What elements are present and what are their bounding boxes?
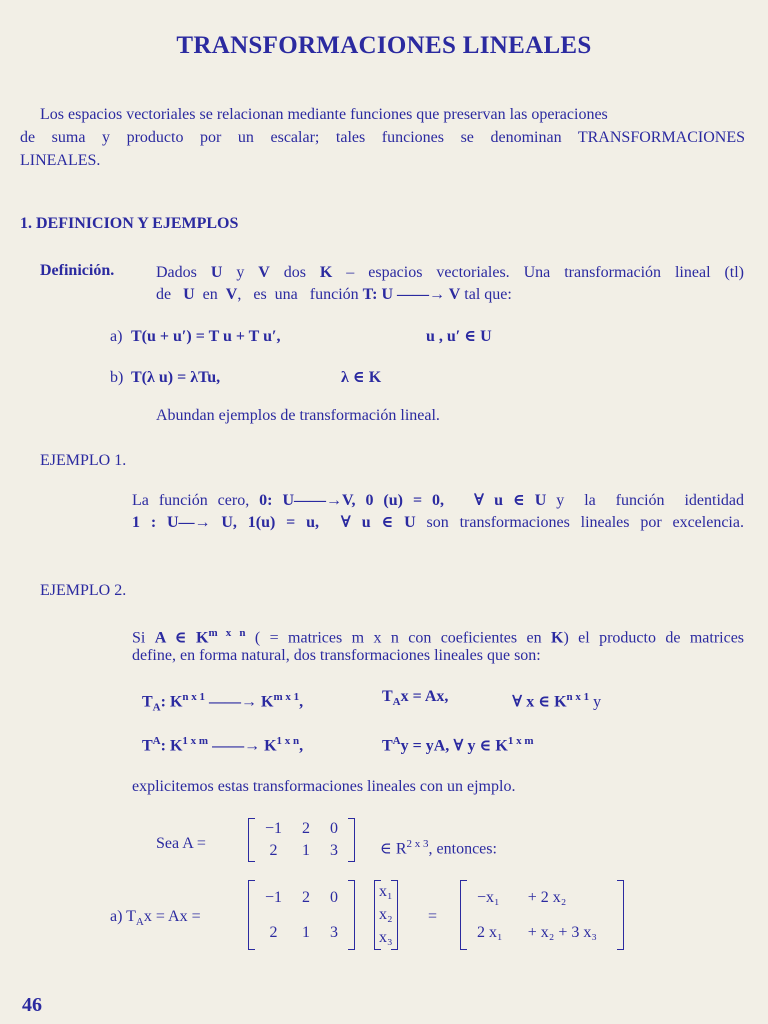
matrix-cell: 2 (269, 923, 278, 941)
ejemplo-1-line-2: 1 : U—→ U, 1(u) = u, ∀ u ∈ U son transformaciones lineales por excelencia. (132, 514, 744, 531)
equation-ta-domain: $T_A$: $K^{n x 1}$ ——→ $K^{m x 1}$, (142, 691, 304, 714)
item-a-condition: u , u′ ∈ U (426, 328, 492, 345)
matrix-cell: x₂ (379, 905, 393, 923)
vector-row (377, 903, 395, 926)
ejemplo-2-line-1: Si A ∈ $K^{m x n}$ ( = matrices m x n con coeficientes en K) el producto de matrices (132, 627, 745, 647)
vector-row (377, 927, 395, 950)
equation-tA-domain: $T^A$: $K^{1 x m}$ ——→ $K^{1 x n}$, (142, 735, 304, 755)
definition-line-1: Dados U y V dos K – espacios vectoriales. Una transformación lineal (tl) (156, 264, 745, 281)
item-b-condition: λ ∈ K (341, 369, 382, 386)
item-a-expr: T(u + u′) = T u + T u′, (131, 328, 281, 345)
definition-line-2: de U en V, es una función T: U ——→ V tal que: (156, 286, 512, 303)
matrix-cell: 2 (302, 820, 311, 837)
matrix-cell: −x₁ (477, 888, 500, 906)
matrix-cell: 3 (330, 842, 339, 859)
matrix-a-space: ∈ $R^{2 x 3}$, entonces: (380, 838, 497, 858)
item-b-label: b) (110, 369, 124, 386)
ejemplo-1-line-1: La función cero, 0: U——→V, 0 (u) = 0, ∀ u ∈ U y la función identidad (132, 492, 745, 509)
matrix-cell: −1 (265, 888, 283, 906)
matrix-cell: + x₂ + 3 x₃ (527, 923, 597, 941)
matrix-row (255, 818, 348, 840)
intro-line-2: de suma y producto por un escalar; tales funciones se denominan TRANSFORMACIONES (20, 129, 745, 146)
abundan-text: Abundan ejemplos de transformación lineal. (156, 407, 440, 424)
definition-label: Definición. (40, 262, 115, 279)
product-label: a) $T_Ax = Ax$ = (110, 908, 201, 929)
explicitemos-text: explicitemos estas transformaciones lineales con un ejmplo. (132, 778, 516, 795)
equation-tA-def: $T^Ay$ = yA, ∀ y ∈ $K^{1 x m}$ (382, 735, 534, 755)
result-row (467, 915, 617, 950)
result-vector (460, 880, 624, 955)
matrix-row (255, 880, 348, 915)
vector-row (377, 880, 395, 903)
intro-line-3: LINEALES. (20, 152, 101, 169)
matrix-cell: 1 (302, 923, 311, 941)
matrix-a (248, 818, 355, 867)
intro-line-1: Los espacios vectoriales se relacionan mediante funciones que preservan las operaciones (40, 106, 608, 123)
ejemplo-2-line-2: define, en forma natural, dos transformaciones lineales que son: (132, 647, 541, 664)
matrix-cell: 0 (330, 820, 339, 837)
item-a-label: a) (110, 328, 123, 345)
matrix-cell: x₃ (379, 929, 393, 947)
matrix-cell: x₁ (379, 882, 393, 900)
equation-ta-condition: ∀ x ∈ $K^{n x 1}$ y (512, 691, 602, 711)
sea-a-label: Sea A = (156, 835, 206, 852)
equation-ta-def: $T_Ax = Ax$, (382, 688, 449, 709)
matrix-cell: 3 (330, 923, 339, 941)
matrix-cell: 0 (330, 888, 339, 906)
matrix-cell: + 2 x₂ (527, 888, 567, 906)
matrix-cell: 2 (302, 888, 311, 906)
matrix-cell: 2 (269, 842, 278, 859)
matrix-row (255, 840, 348, 862)
ejemplo-1-heading: EJEMPLO 1. (40, 452, 127, 469)
matrix-a-product (248, 880, 355, 955)
equals-sign: = (428, 908, 438, 925)
x-vector (374, 880, 398, 955)
page-number: 46 (22, 994, 42, 1016)
matrix-cell: −1 (265, 820, 283, 837)
matrix-cell: 2 x₁ (477, 923, 503, 941)
ejemplo-2-heading: EJEMPLO 2. (40, 582, 127, 599)
matrix-row (255, 915, 348, 950)
matrix-cell: 1 (302, 842, 311, 859)
page-title: TRANSFORMACIONES LINEALES (176, 32, 592, 59)
item-b-expr: T(λ u) = λTu, (131, 369, 221, 386)
result-row (467, 880, 617, 915)
section-heading: 1. DEFINICION Y EJEMPLOS (20, 215, 239, 232)
